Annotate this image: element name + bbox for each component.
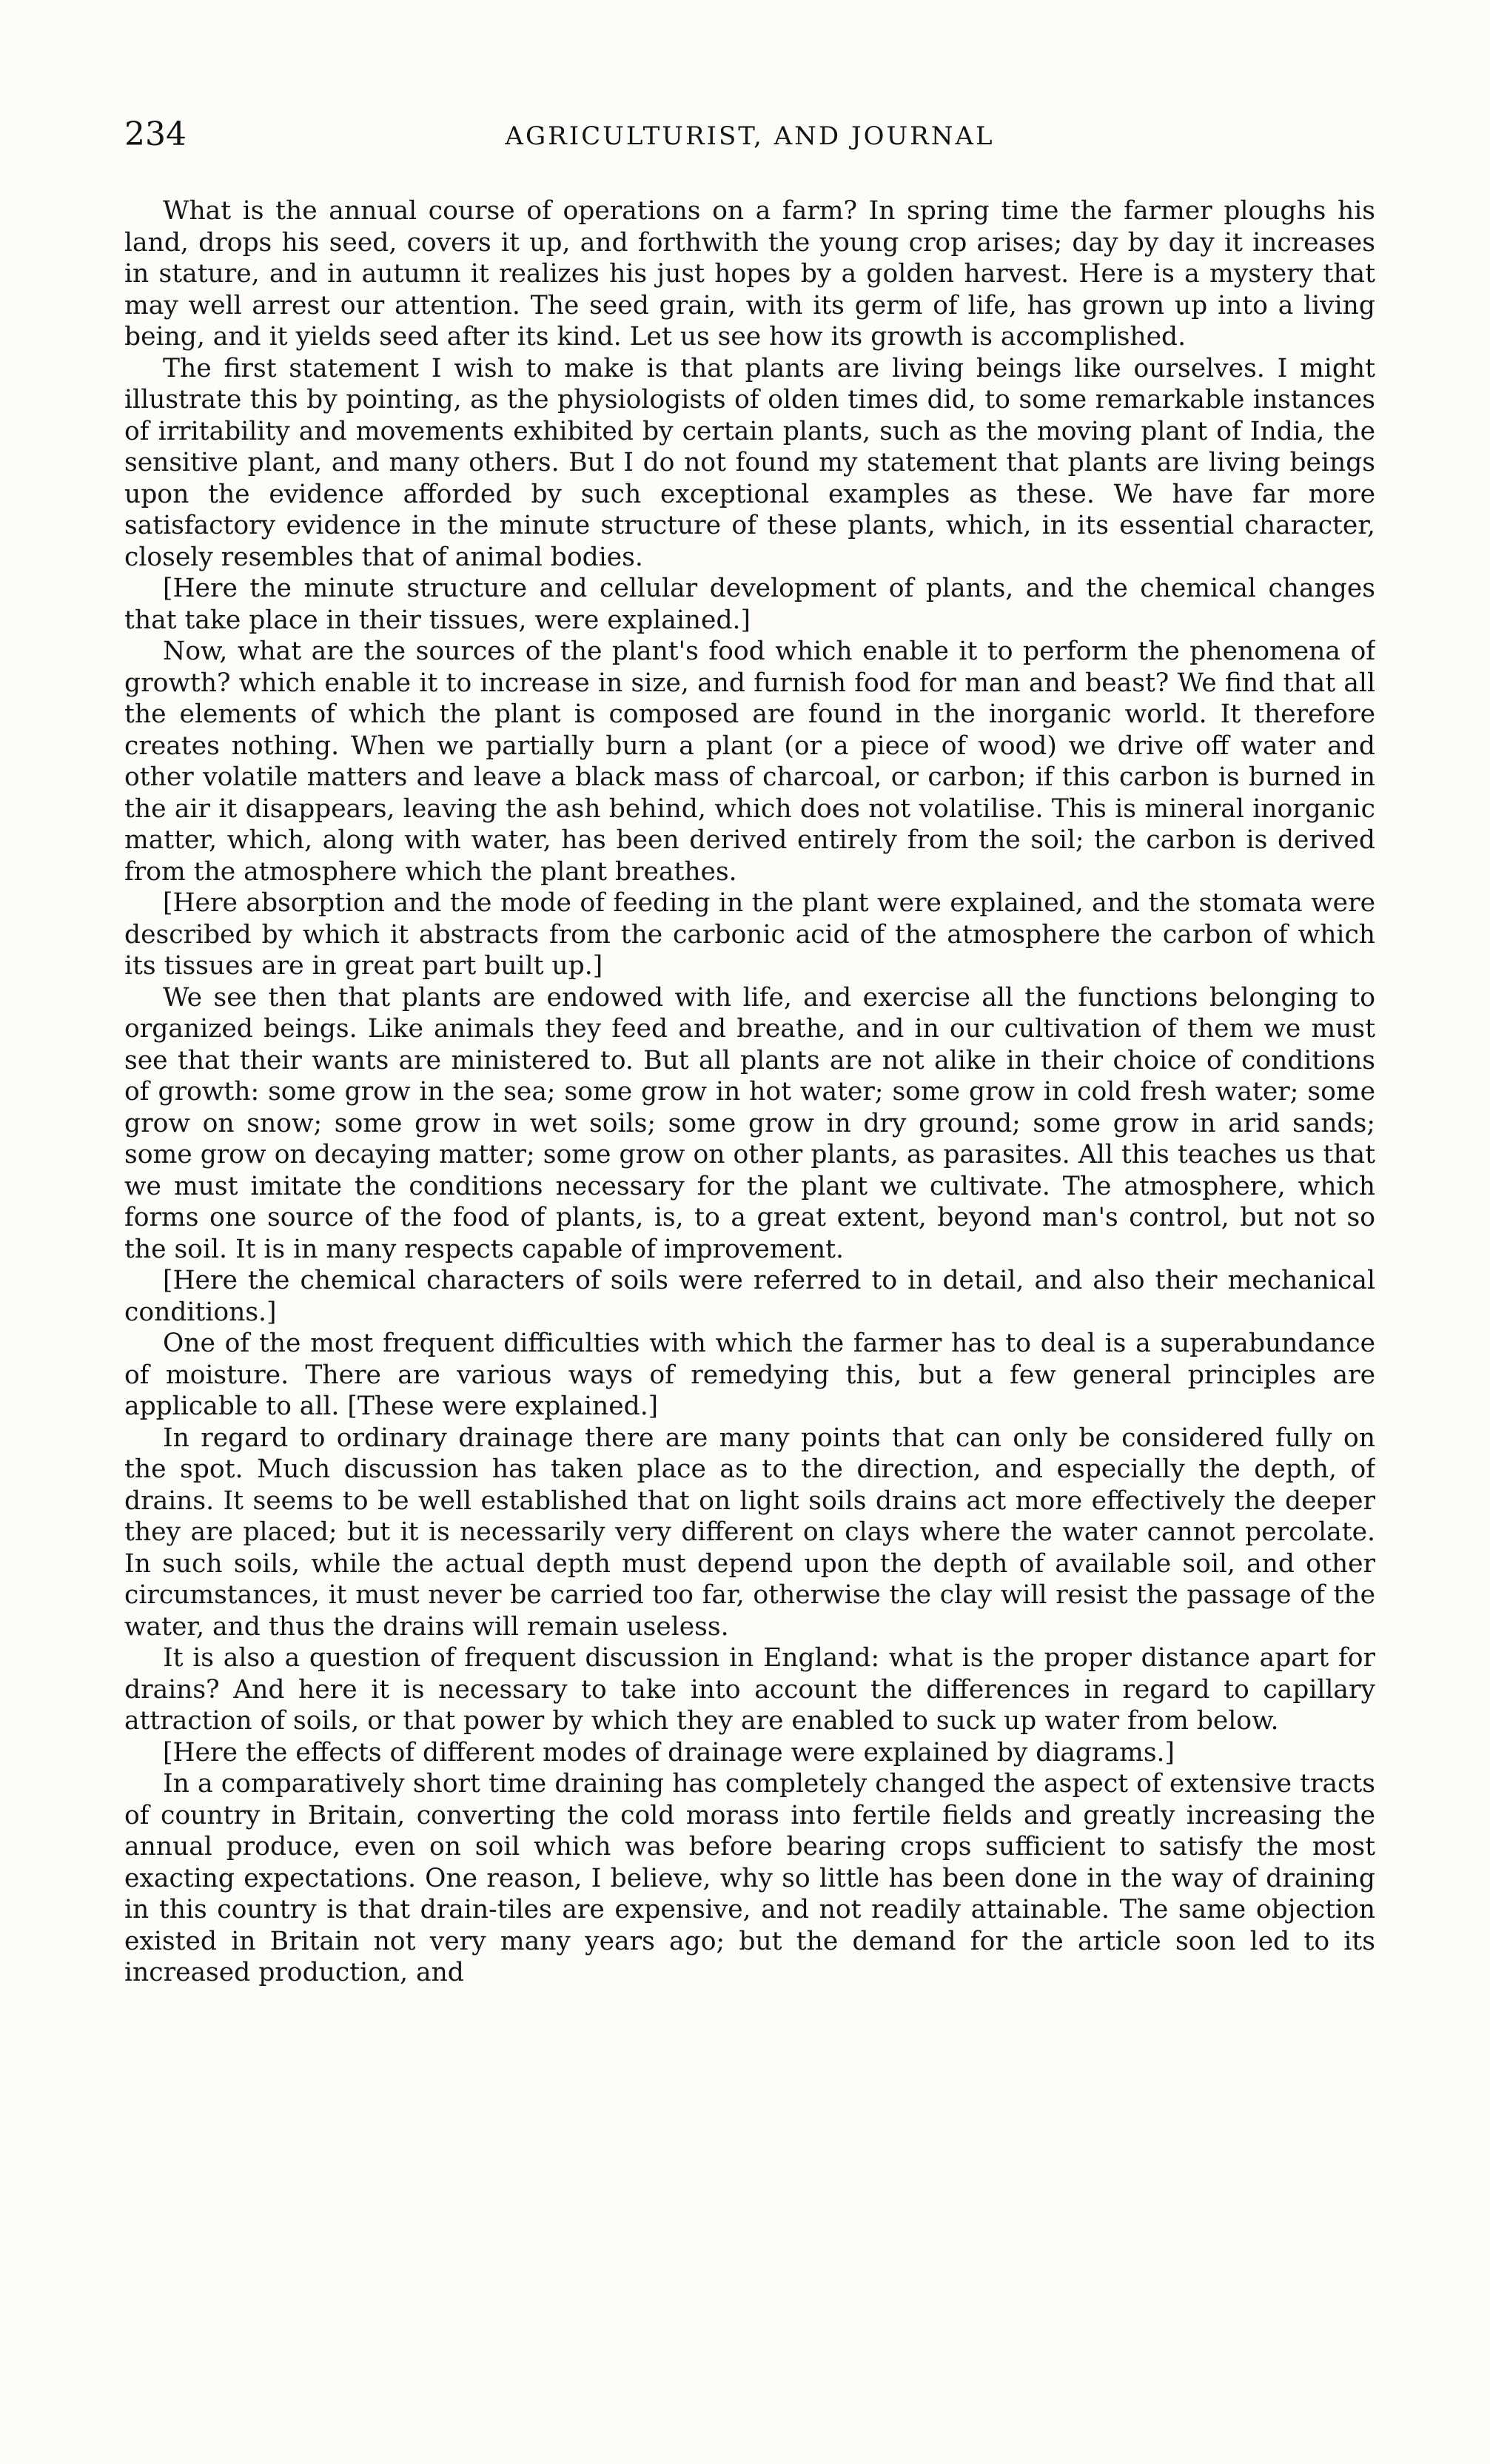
paragraph: [Here the minute structure and cellular development of plants, and the chemical changes that take place in their tissues, were explained.] xyxy=(124,574,1375,635)
paragraph: What is the annual course of operations on a farm? In spring time the farmer ploughs his land, drops his seed, covers it up, and forthwith the young crop arises; day by day it increases in stature, and in autumn it realizes his just hopes by a golden harvest. Here is a mystery that may well arrest our attention. The seed grain, with its germ of life, has grown up into a living being, and it yields seed after its kind. Let us see how its growth is accomplished. xyxy=(124,196,1375,352)
paragraph: The first statement I wish to make is that plants are living beings like ourselves. I might illustrate this by pointing, as the physiologists of olden times did, to some remarkable instances of irritability and movements exhibited by certain plants, such as the moving plant of India, the sensitive plant, and many others. But I do not found my statement that plants are living beings upon the evidence afforded by such exceptional examples as these. We have far more satisfactory evidence in the minute structure of these plants, which, in its essential character, closely resembles that of animal bodies. xyxy=(124,353,1375,572)
paragraph: [Here the chemical characters of soils were referred to in detail, and also their mechanical conditions.] xyxy=(124,1266,1375,1327)
paragraph: It is also a question of frequent discussion in England: what is the proper distance apart for drains? And here it is necessary to take into account the differences in regard to capillary attraction of soils, or that power by which they are enabled to suck up water from below. xyxy=(124,1643,1375,1736)
paragraph: We see then that plants are endowed with life, and exercise all the functions belonging to organized beings. Like animals they feed and breathe, and in our cultivation of them we must see that their wants are ministered to. But all plants are not alike in their choice of conditions of growth: some grow in the sea; some grow in hot water; some grow in cold fresh water; some grow on snow; some grow in wet soils; some grow in dry ground; some grow in arid sands; some grow on decaying matter; some grow on other plants, as parasites. All this teaches us that we must imitate the conditions necessary for the plant we cultivate. The atmosphere, which forms one source of the food of plants, is, to a great extent, beyond man's control, but not so the soil. It is in many respects capable of improvement. xyxy=(124,982,1375,1264)
paragraph: [Here absorption and the mode of feeding in the plant were explained, and the stomata were described by which it abstracts from the carbonic acid of the atmosphere the carbon of which its tissues are in great part built up.] xyxy=(124,888,1375,981)
paragraph: Now, what are the sources of the plant's food which enable it to perform the phenomena of growth? which enable it to increase in size, and furnish food for man and beast? We find that all the elements of which the plant is composed are found in the inorganic world. It therefore creates nothing. When we partially burn a plant (or a piece of wood) we drive off water and other volatile matters and leave a black mass of charcoal, or carbon; if this carbon is burned in the air it disappears, leaving the ash behind, which does not volatilise. This is mineral inorganic matter, which, along with water, has been derived entirely from the soil; the carbon is derived from the atmosphere which the plant breathes. xyxy=(124,637,1375,887)
paragraph: In regard to ordinary drainage there are many points that can only be considered fully on the spot. Much discussion has taken place as to the direction, and especially the depth, of drains. It seems to be well established that on light soils drains act more effectively the deeper they are placed; but it is necessarily very different on clays where the water cannot percolate. In such soils, while the actual depth must depend upon the depth of available soil, and other circumstances, it must never be carried too far, otherwise the clay will resist the passage of the water, and thus the drains will remain useless. xyxy=(124,1423,1375,1642)
paragraph: [Here the effects of different modes of drainage were explained by diagrams.] xyxy=(163,1737,1175,1768)
page-number: 234 xyxy=(124,115,187,153)
body-text xyxy=(124,195,1375,2431)
running-title: AGRICULTURIST, AND JOURNAL xyxy=(505,121,995,151)
paragraph: One of the most frequent difficulties with which the farmer has to deal is a superabundance of moisture. There are various ways of remedying this, but a few general principles are applicable to all. [These were explained.] xyxy=(124,1329,1375,1421)
page-header xyxy=(124,113,1375,164)
paragraph: In a comparatively short time draining has completely changed the aspect of extensive tracts of country in Britain, converting the cold morass into fertile fields and greatly increasing the annual produce, even on soil which was before bearing crops sufficient to satisfy the most exacting expectations. One reason, I believe, why so little has been done in the way of draining in this country is that drain-tiles are expensive, and not readily attainable. The same objection existed in Britain not very many years ago; but the demand for the article soon led to its increased production, and xyxy=(124,1769,1375,1987)
